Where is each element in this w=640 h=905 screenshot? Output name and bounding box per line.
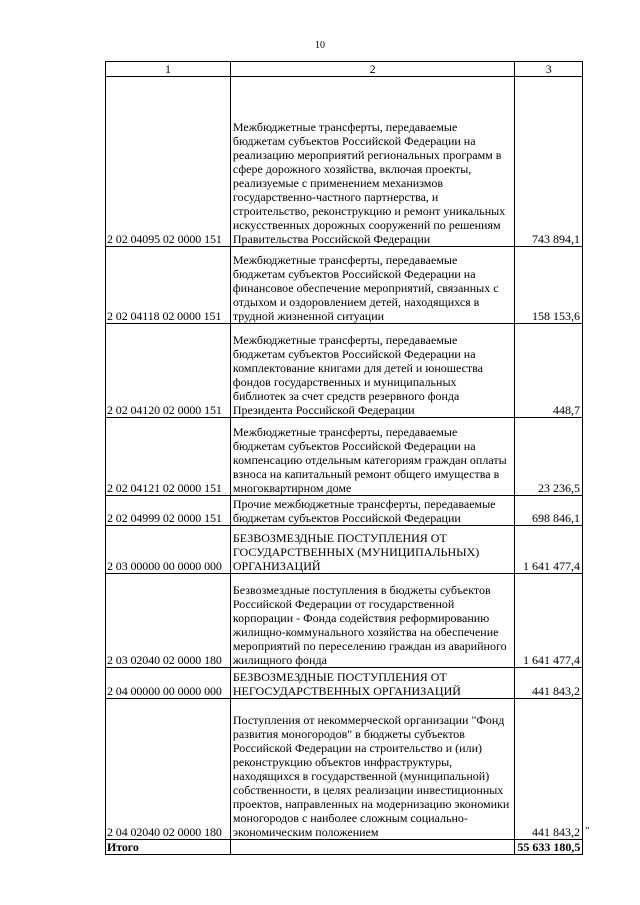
table-row <box>106 324 583 418</box>
total-spacer <box>230 840 515 855</box>
row-value: 441 843,2 <box>515 699 583 840</box>
row-code: 2 04 02040 02 0000 180 <box>106 699 231 840</box>
table-row <box>106 496 583 526</box>
row-value: 158 153,6 <box>515 247 583 324</box>
total-value: 55 633 180,5 <box>515 840 583 855</box>
row-code: 2 02 04095 02 0000 151 <box>106 77 231 247</box>
row-code: 2 04 00000 00 0000 000 <box>106 668 231 699</box>
table-row <box>106 574 583 668</box>
revenue-table <box>105 61 583 855</box>
table-row <box>106 247 583 324</box>
row-description: Межбюджетные трансферты, передаваемые бюджетам субъектов Российской Федерации на реализацию мероприятий региональных программ в сфере дорожного хозяйства, включая проекты, реализуемые с применением механизмов государственно-частного партнерства, и строительство, реконструкцию и ремонт уникальных искусственных дорожных сооружений по решениям Правительства Российской Федерации <box>230 77 515 247</box>
row-description: Межбюджетные трансферты, передаваемые бюджетам субъектов Российской Федерации на комплектование книгами для детей и юношества фондов государственных и муниципальных библиотек за счет средств резервного фонда Президента Российской Федерации <box>230 324 515 418</box>
table-row <box>106 699 583 840</box>
table-row <box>106 668 583 699</box>
row-code: 2 02 04999 02 0000 151 <box>106 496 231 526</box>
header-col-2: 2 <box>230 62 515 77</box>
row-description: Поступления от некоммерческой организации "Фонд развития моногородов" в бюджеты субъектов Российской Федерации на строительство и (или) реконструкцию объектов инфраструктуры, находящихся в государственной (муниципальной) собственности, в целях реализации инвестиционных проектов, направленных на модернизацию экономики моногородов с наиболее сложным социально-экономическим положением <box>230 699 515 840</box>
row-code: 2 03 00000 00 0000 000 <box>106 526 231 574</box>
closing-quote-mark: " <box>585 825 590 837</box>
row-value: 1 641 477,4 <box>515 526 583 574</box>
row-value: 23 236,5 <box>515 418 583 496</box>
total-label: Итого <box>106 840 231 855</box>
table-header-row <box>106 62 583 77</box>
table-row <box>106 77 583 247</box>
revenue-table-grid <box>105 61 583 855</box>
row-value: 448,7 <box>515 324 583 418</box>
row-code: 2 02 04121 02 0000 151 <box>106 418 231 496</box>
row-description: Прочие межбюджетные трансферты, передаваемые бюджетам субъектов Российской Федерации <box>230 496 515 526</box>
page-number: 10 <box>315 40 325 51</box>
row-value: 1 641 477,4 <box>515 574 583 668</box>
row-code: 2 03 02040 02 0000 180 <box>106 574 231 668</box>
row-code: 2 02 04118 02 0000 151 <box>106 247 231 324</box>
table-row <box>106 418 583 496</box>
row-value: 441 843,2 <box>515 668 583 699</box>
row-description: Межбюджетные трансферты, передаваемые бюджетам субъектов Российской Федерации на финансовое обеспечение мероприятий, связанных с отдыхом и оздоровлением детей, находящихся в трудной жизненной ситуации <box>230 247 515 324</box>
row-code: 2 02 04120 02 0000 151 <box>106 324 231 418</box>
header-col-1: 1 <box>106 62 231 77</box>
row-value: 743 894,1 <box>515 77 583 247</box>
row-description: Межбюджетные трансферты, передаваемые бюджетам субъектов Российской Федерации на компенсацию отдельным категориям граждан оплаты взноса на капитальный ремонт общего имущества в многоквартирном доме <box>230 418 515 496</box>
table-row <box>106 526 583 574</box>
row-description: БЕЗВОЗМЕЗДНЫЕ ПОСТУПЛЕНИЯ ОТ ГОСУДАРСТВЕННЫХ (МУНИЦИПАЛЬНЫХ) ОРГАНИЗАЦИЙ <box>230 526 515 574</box>
row-description: БЕЗВОЗМЕЗДНЫЕ ПОСТУПЛЕНИЯ ОТ НЕГОСУДАРСТВЕННЫХ ОРГАНИЗАЦИЙ <box>230 668 515 699</box>
row-description: Безвозмездные поступления в бюджеты субъектов Российской Федерации от государственной корпорации - Фонда содействия реформированию жилищно-коммунального хозяйства на обеспечение мероприятий по переселению граждан из аварийного жилищного фонда <box>230 574 515 668</box>
header-col-3: 3 <box>515 62 583 77</box>
total-row <box>106 840 583 855</box>
row-value: 698 846,1 <box>515 496 583 526</box>
